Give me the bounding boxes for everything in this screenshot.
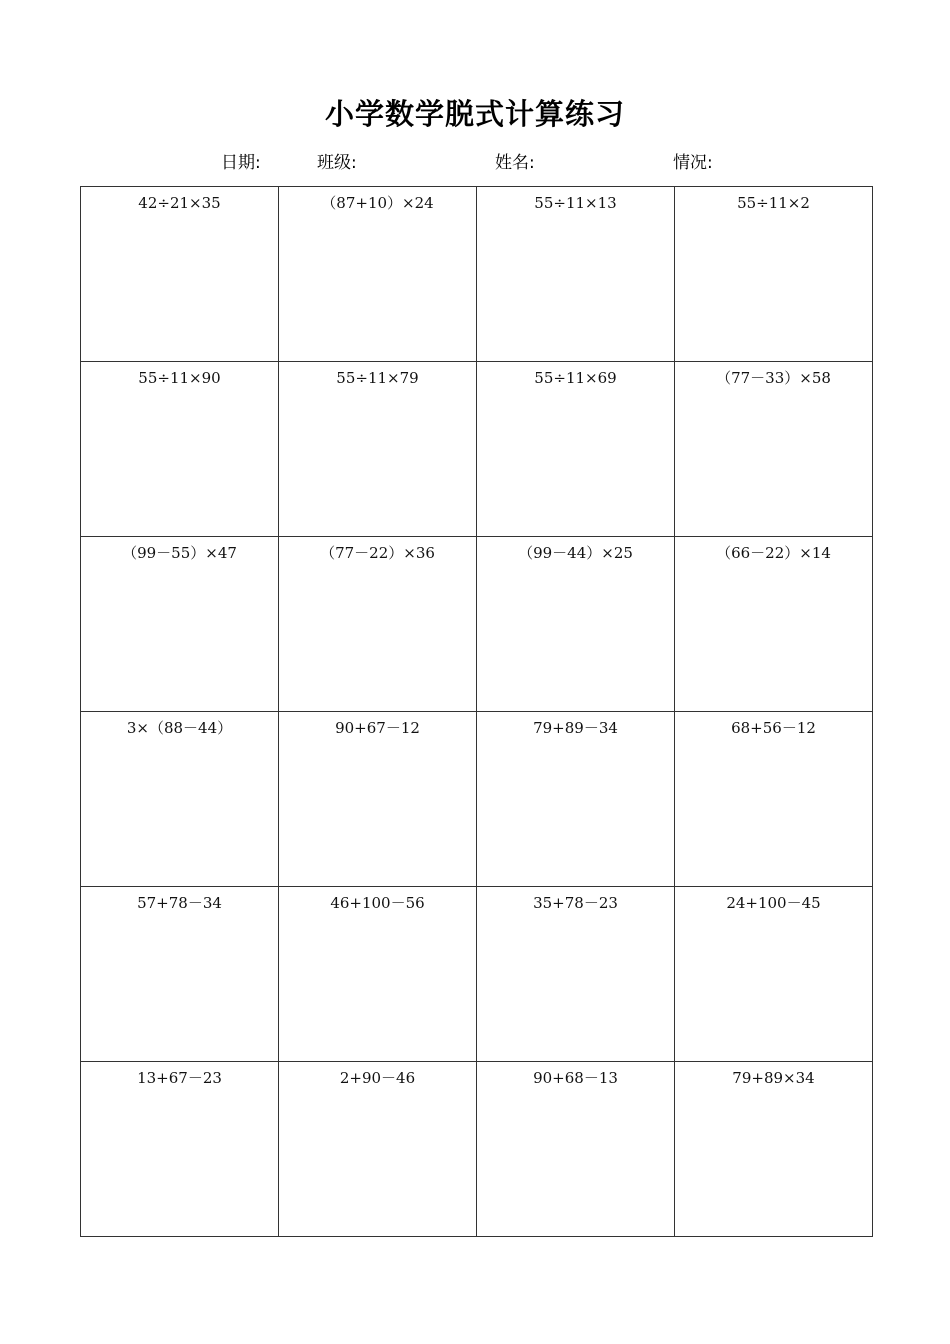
- problem-expression: 90+67－12: [335, 719, 420, 737]
- name-field-label: 姓名:: [495, 153, 535, 173]
- problem-expression: 2+90－46: [339, 1069, 416, 1087]
- problem-cell: [477, 187, 675, 362]
- problem-expression: 55÷11×90: [138, 369, 221, 387]
- problem-expression: （77－22）×36: [320, 544, 435, 562]
- problem-cell: [279, 537, 477, 712]
- problem-cell: [279, 887, 477, 1062]
- problem-expression: （87+10）×24: [321, 194, 434, 212]
- problem-cell: [279, 712, 477, 887]
- problem-expression: 90+68－13: [533, 1069, 618, 1087]
- problem-expression: 55÷11×13: [534, 194, 617, 212]
- problem-cell: [81, 887, 279, 1062]
- problem-cell: [675, 537, 873, 712]
- class-field-label: 班级:: [317, 153, 357, 173]
- problem-cell: [81, 187, 279, 362]
- problem-row: [81, 187, 873, 362]
- problem-expression: （66－22）×14: [716, 544, 831, 562]
- problem-expression: 68+56－12: [731, 719, 816, 737]
- student-info-row: [0, 150, 950, 176]
- problem-expression: （99－55）×47: [122, 544, 237, 562]
- problem-expression: 55÷11×69: [534, 369, 617, 387]
- problem-row: [81, 887, 873, 1062]
- problem-cell: [81, 537, 279, 712]
- problem-expression: 55÷11×79: [336, 369, 419, 387]
- problem-cell: [675, 362, 873, 537]
- problem-expression: 24+100－45: [726, 894, 821, 912]
- problem-expression: 79+89－34: [533, 719, 618, 737]
- page-title: 小学数学脱式计算练习: [324, 97, 625, 131]
- problem-row: [81, 537, 873, 712]
- problem-cell: [675, 887, 873, 1062]
- date-field-label: 日期:: [221, 153, 261, 173]
- problem-cell: [477, 537, 675, 712]
- problem-expression: 55÷11×2: [737, 194, 810, 212]
- problem-cell: [279, 187, 477, 362]
- problem-cell: [81, 362, 279, 537]
- problem-cell: [81, 712, 279, 887]
- problem-expression: 46+100－56: [330, 894, 425, 912]
- problem-expression: 42÷21×35: [138, 194, 221, 212]
- problem-cell: [477, 712, 675, 887]
- problem-expression: 57+78－34: [137, 894, 222, 912]
- problem-cell: [477, 887, 675, 1062]
- problem-cell: [477, 362, 675, 537]
- problem-cell: [675, 1062, 873, 1237]
- problem-cell: [675, 187, 873, 362]
- status-field-label: 情况:: [673, 153, 713, 173]
- problem-row: [81, 712, 873, 887]
- problem-grid: [80, 186, 873, 1237]
- problem-row: [81, 1062, 873, 1237]
- problem-cell: [675, 712, 873, 887]
- problem-expression: 79+89×34: [732, 1069, 815, 1087]
- problem-cell: [477, 1062, 675, 1237]
- problem-expression: （77－33）×58: [716, 369, 831, 387]
- problem-cell: [279, 362, 477, 537]
- problem-expression: （99－44）×25: [518, 544, 633, 562]
- problem-expression: 3×（88－44）: [126, 719, 233, 737]
- problem-cell: [279, 1062, 477, 1237]
- problem-cell: [81, 1062, 279, 1237]
- problem-expression: 35+78－23: [533, 894, 618, 912]
- problem-expression: 13+67－23: [137, 1069, 222, 1087]
- problem-row: [81, 362, 873, 537]
